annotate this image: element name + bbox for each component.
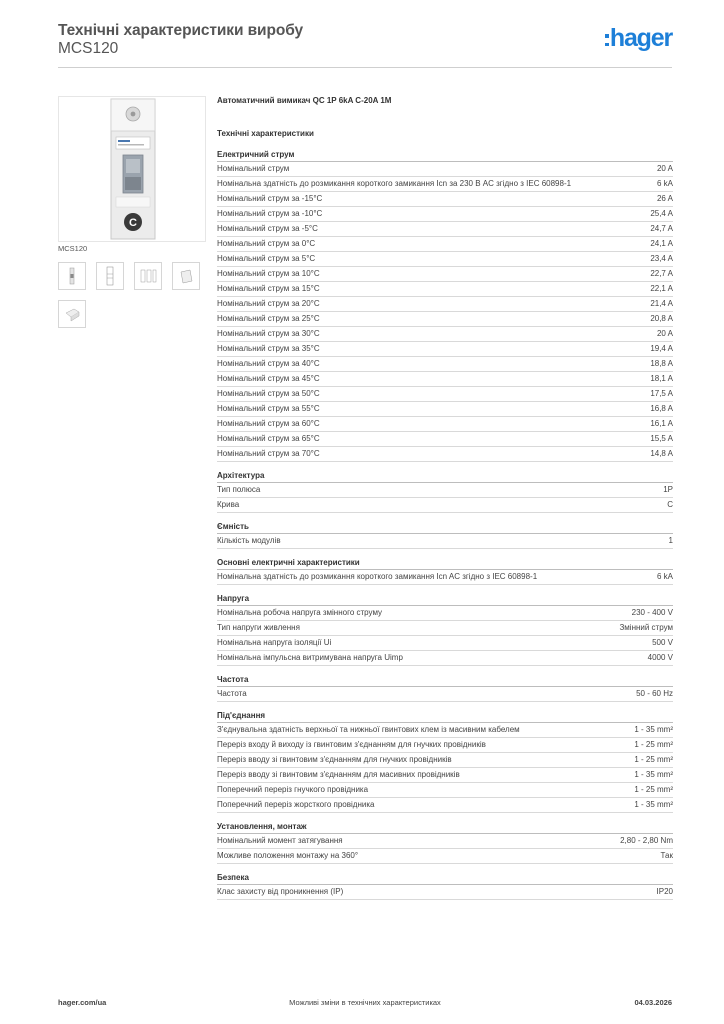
spec-label: Кількість модулів bbox=[217, 536, 281, 545]
spec-row bbox=[217, 798, 673, 813]
spec-label: Номінальний струм за 45°C bbox=[217, 374, 320, 383]
footer-date: 04.03.2026 bbox=[634, 998, 672, 1007]
thumbnail-front-view[interactable] bbox=[58, 262, 86, 290]
specification-sections bbox=[217, 150, 673, 900]
spec-row bbox=[217, 849, 673, 864]
spec-row bbox=[217, 636, 673, 651]
spec-label: Клас захисту від проникнення (IP) bbox=[217, 887, 344, 896]
spec-value: 50 - 60 Hz bbox=[636, 689, 673, 698]
spec-section bbox=[217, 873, 673, 900]
spec-value: 1 - 25 mm² bbox=[634, 740, 673, 749]
logo-text: hager bbox=[609, 24, 672, 52]
section-title: Під'єднання bbox=[217, 711, 673, 723]
spec-row bbox=[217, 738, 673, 753]
spec-label: Номінальний струм bbox=[217, 164, 290, 173]
spec-label: Номінальний струм за 40°C bbox=[217, 359, 320, 368]
footer-website: hager.com/ua bbox=[58, 998, 107, 1007]
spec-row bbox=[217, 372, 673, 387]
spec-value: 17,5 A bbox=[650, 389, 673, 398]
spec-value: 1 - 35 mm² bbox=[634, 800, 673, 809]
spec-row bbox=[217, 417, 673, 432]
spec-value: 4000 V bbox=[647, 653, 673, 662]
spec-row bbox=[217, 177, 673, 192]
spec-section bbox=[217, 822, 673, 864]
spec-value: C bbox=[667, 500, 673, 509]
document-title: Технічні характеристики виробу bbox=[58, 22, 303, 39]
thumbnail-drawing[interactable] bbox=[96, 262, 124, 290]
spec-row bbox=[217, 222, 673, 237]
spec-label: Номінальний струм за -10°C bbox=[217, 209, 323, 218]
spec-label: Номінальний струм за -5°C bbox=[217, 224, 318, 233]
spec-row bbox=[217, 621, 673, 636]
spec-label: Номінальна імпульсна витримувана напруга Uimp bbox=[217, 653, 403, 662]
spec-label: Переріз вводу зі гвинтовим з'єднанням для гнучких провідників bbox=[217, 755, 452, 764]
spec-section bbox=[217, 522, 673, 549]
spec-value: 6 kA bbox=[656, 179, 673, 188]
spec-value: IP20 bbox=[656, 887, 673, 896]
spec-value: 16,1 A bbox=[650, 419, 673, 428]
spec-label: Номінальний струм за 55°C bbox=[217, 404, 320, 413]
spec-row bbox=[217, 723, 673, 738]
spec-row bbox=[217, 252, 673, 267]
thumbnail-perspective-view[interactable] bbox=[58, 300, 86, 328]
spec-row bbox=[217, 483, 673, 498]
page-footer bbox=[58, 998, 672, 1010]
spec-label: Номінальна напруга ізоляції Ui bbox=[217, 638, 332, 647]
spec-row bbox=[217, 651, 673, 666]
spec-value: 6 kA bbox=[656, 572, 673, 581]
spec-value: 20 A bbox=[656, 164, 673, 173]
spec-row bbox=[217, 606, 673, 621]
spec-row bbox=[217, 162, 673, 177]
section-title: Безпека bbox=[217, 873, 673, 885]
spec-row bbox=[217, 783, 673, 798]
product-photo bbox=[58, 96, 206, 242]
spec-value: 23,4 A bbox=[650, 254, 673, 263]
spec-label: З'єднувальна здатність верхньої та нижньої гвинтових клем із масивним кабелем bbox=[217, 725, 520, 734]
thumbnail-dimension-drawing[interactable] bbox=[134, 262, 162, 290]
spec-value: 14,8 A bbox=[650, 449, 673, 458]
spec-row bbox=[217, 357, 673, 372]
header-divider bbox=[58, 67, 672, 68]
document-subtitle: MCS120 bbox=[58, 40, 119, 57]
section-title: Установлення, монтаж bbox=[217, 822, 673, 834]
spec-label: Номінальний струм за -15°C bbox=[217, 194, 323, 203]
spec-value: 20,8 A bbox=[650, 314, 673, 323]
spec-label: Можливе положення монтажу на 360° bbox=[217, 851, 359, 860]
spec-section bbox=[217, 594, 673, 666]
circuit-breaker-illustration bbox=[59, 97, 205, 241]
spec-label: Тип напруги живлення bbox=[217, 623, 300, 632]
spec-label: Поперечний переріз жорсткого провідника bbox=[217, 800, 375, 809]
spec-row bbox=[217, 498, 673, 513]
page-header bbox=[58, 22, 672, 68]
spec-label: Номінальна робоча напруга змінного струму bbox=[217, 608, 383, 617]
spec-section bbox=[217, 558, 673, 585]
section-title: Основні електричні характеристики bbox=[217, 558, 673, 570]
specifications-heading: Технічні характеристики bbox=[217, 129, 314, 138]
spec-value: 22,1 A bbox=[650, 284, 673, 293]
spec-value: 19,4 A bbox=[650, 344, 673, 353]
spec-label: Номінальний струм за 65°C bbox=[217, 434, 320, 443]
spec-label: Тип полюса bbox=[217, 485, 261, 494]
spec-row bbox=[217, 534, 673, 549]
product-name: Автоматичний вимикач QC 1P 6kA C-20A 1M bbox=[217, 96, 392, 105]
spec-label: Номінальна здатність до розмикання короткого замикання Icn за 230 В AC згідно з IEC 60898-1 bbox=[217, 179, 572, 188]
spec-row bbox=[217, 342, 673, 357]
footer-disclaimer: Можливі зміни в технічних характеристиках bbox=[289, 998, 441, 1007]
photo-caption: MCS120 bbox=[58, 244, 88, 253]
spec-label: Номінальний струм за 70°C bbox=[217, 449, 320, 458]
spec-value: 1P bbox=[663, 485, 673, 494]
spec-value: 1 - 35 mm² bbox=[634, 725, 673, 734]
spec-value: 1 bbox=[668, 536, 673, 545]
spec-row bbox=[217, 267, 673, 282]
spec-label: Номінальний струм за 20°C bbox=[217, 299, 320, 308]
spec-row bbox=[217, 312, 673, 327]
section-title: Частота bbox=[217, 675, 673, 687]
section-title: Електричний струм bbox=[217, 150, 673, 162]
spec-row bbox=[217, 447, 673, 462]
spec-value: 16,8 A bbox=[650, 404, 673, 413]
spec-value: 26 A bbox=[656, 194, 673, 203]
spec-label: Номінальний струм за 60°C bbox=[217, 419, 320, 428]
spec-label: Номінальний момент затягування bbox=[217, 836, 343, 845]
spec-row bbox=[217, 885, 673, 900]
spec-label: Переріз входу й виходу із гвинтовим з'єднанням для гнучких провідників bbox=[217, 740, 486, 749]
spec-value: Так bbox=[660, 851, 673, 860]
spec-label: Номінальний струм за 25°C bbox=[217, 314, 320, 323]
spec-row bbox=[217, 282, 673, 297]
spec-label: Номінальний струм за 50°C bbox=[217, 389, 320, 398]
section-title: Архітектура bbox=[217, 471, 673, 483]
section-title: Напруга bbox=[217, 594, 673, 606]
specification-content bbox=[217, 96, 673, 900]
spec-value: 1 - 25 mm² bbox=[634, 755, 673, 764]
spec-row bbox=[217, 432, 673, 447]
spec-row bbox=[217, 192, 673, 207]
spec-label: Частота bbox=[217, 689, 247, 698]
spec-section bbox=[217, 675, 673, 702]
logo-colon-icon bbox=[605, 34, 609, 46]
spec-label: Номінальний струм за 35°C bbox=[217, 344, 320, 353]
spec-section bbox=[217, 711, 673, 813]
spec-label: Номінальний струм за 0°C bbox=[217, 239, 316, 248]
spec-value: 21,4 A bbox=[650, 299, 673, 308]
spec-value: 24,1 A bbox=[650, 239, 673, 248]
spec-label: Номінальний струм за 5°C bbox=[217, 254, 316, 263]
thumbnail-side-view[interactable] bbox=[172, 262, 200, 290]
section-title: Ємність bbox=[217, 522, 673, 534]
spec-value: Змінний струм bbox=[619, 623, 673, 632]
spec-row bbox=[217, 687, 673, 702]
spec-section bbox=[217, 471, 673, 513]
spec-value: 22,7 A bbox=[650, 269, 673, 278]
spec-label: Крива bbox=[217, 500, 240, 509]
spec-value: 24,7 A bbox=[650, 224, 673, 233]
spec-row bbox=[217, 207, 673, 222]
spec-row bbox=[217, 402, 673, 417]
spec-row bbox=[217, 768, 673, 783]
spec-row bbox=[217, 327, 673, 342]
spec-row bbox=[217, 387, 673, 402]
spec-value: 20 A bbox=[656, 329, 673, 338]
spec-value: 1 - 35 mm² bbox=[634, 770, 673, 779]
spec-row bbox=[217, 834, 673, 849]
spec-label: Номінальний струм за 10°C bbox=[217, 269, 320, 278]
spec-row bbox=[217, 570, 673, 585]
spec-row bbox=[217, 237, 673, 252]
spec-value: 18,8 A bbox=[650, 359, 673, 368]
spec-value: 1 - 25 mm² bbox=[634, 785, 673, 794]
spec-section bbox=[217, 150, 673, 462]
spec-value: 18,1 A bbox=[650, 374, 673, 383]
spec-label: Номінальний струм за 15°C bbox=[217, 284, 320, 293]
spec-row bbox=[217, 297, 673, 312]
spec-value: 25,4 A bbox=[650, 209, 673, 218]
hager-logo bbox=[605, 26, 672, 50]
spec-row bbox=[217, 753, 673, 768]
spec-label: Номінальний струм за 30°C bbox=[217, 329, 320, 338]
svg-text:C: C bbox=[129, 217, 137, 229]
spec-value: 15,5 A bbox=[650, 434, 673, 443]
spec-value: 230 - 400 V bbox=[631, 608, 673, 617]
spec-label: Номінальна здатність до розмикання короткого замикання Icn AC згідно з IEC 60898-1 bbox=[217, 572, 538, 581]
spec-label: Переріз вводу зі гвинтовим з'єднанням для масивних провідників bbox=[217, 770, 460, 779]
spec-label: Поперечний переріз гнучкого провідника bbox=[217, 785, 369, 794]
spec-value: 500 V bbox=[652, 638, 673, 647]
spec-value: 2,80 - 2,80 Nm bbox=[620, 836, 673, 845]
